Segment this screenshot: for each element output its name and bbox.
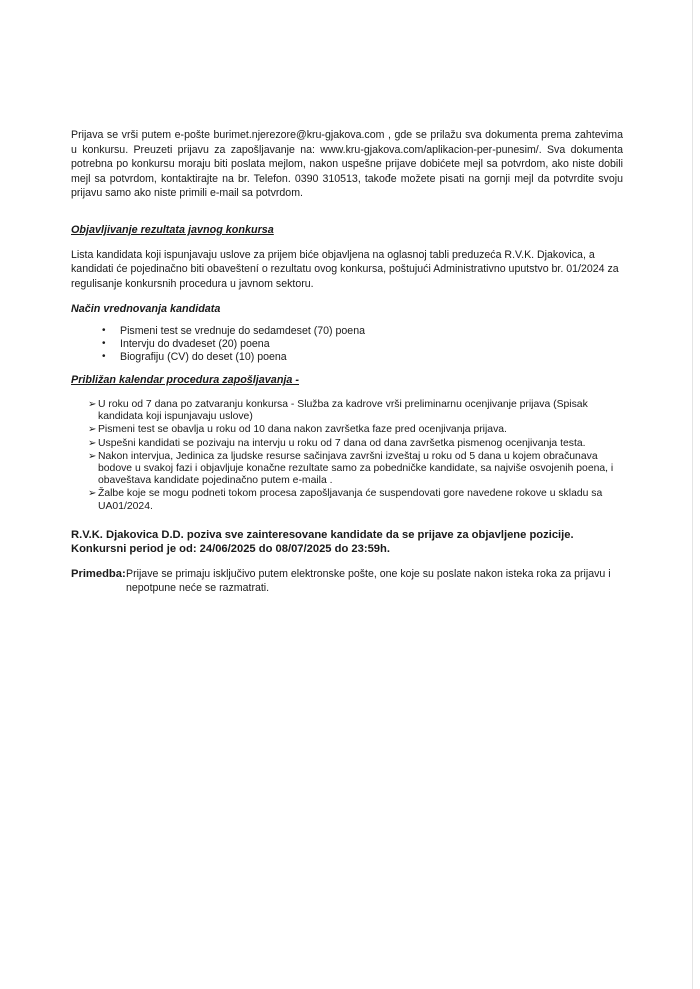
arrow-bullet-icon: ➢ [88, 424, 97, 436]
list-item: ➢ Pismeni test se obavlja u roku od 10 dana nakon završetka faze pred ocenjivanja prijava. [88, 424, 507, 436]
invite-line: R.V.K. Djakovica D.D. poziva sve zainteresovane kandidate da se prijave za objavljene pozicije. [71, 528, 574, 541]
note-block [71, 567, 623, 596]
arrow-bullet-icon: ➢ [88, 398, 97, 410]
bullet-dot-icon: • [102, 324, 106, 336]
list-item: • Pismeni test se vrednuje do sedamdeset (70) poena [102, 324, 365, 337]
note-label: Primedba: [71, 567, 126, 580]
list-item: • Biografiju (CV) do deset (10) poena [102, 350, 287, 363]
list-item: ➢ Nakon intervjua, Jedinica za ljudske resurse sačinjava završni izveštaj u roku od 5 dana u kojem obračunava bodove u svakoj fazi i objavljuje konačne rezultate samo za pobedničke kandidate, sa najviše osvojenih poena, i obaveštava kandidate pojedinačno putem e-maila . [88, 450, 614, 487]
arrow-bullet-icon: ➢ [88, 450, 97, 462]
list-item: ➢ Žalbe koje se mogu podneti tokom procesa zapošljavanja će suspendovati gore navedene rokove u skladu sa UA01/2024. [88, 488, 603, 512]
evaluation-list [71, 325, 623, 363]
list-item: ➢ Uspešni kandidati se pozivaju na intervju u roku od 7 dana od dana završetka pismenog ocenjivanja testa. [88, 437, 586, 449]
note-text: Prijave se primaju isključivo putem elektronske pošte, one koje su poslate nakon isteka roka za prijavu i nepotpune neće se razmatrati. [126, 567, 611, 595]
bullet-dot-icon: • [102, 350, 106, 362]
calendar-heading: Približan kalendar procedura zapošljavanja - [71, 374, 300, 387]
intro-paragraph: Prijava se vrši putem e-pošte burimet.njerezore@kru-gjakova.com , gde se prilažu sva dokumenta prema zahtevima u konkursu. Preuzeti prijavu za zapošljavanje na: www.kru-gjakova.com/aplikacion-per-punesim/. Sva dokumenta potrebna po konkursu moraju biti poslata mejlom, nakon uspešne prijave dobićete mejl sa potvrdom, ako niste dobili mejl sa potvrdom, kontaktirajte na br. Telefon. 0390 310513, takođe možete pisati na gornji mejl da potvrdite svoju prijavu samo ako niste primili e-mail sa potvrdom. [71, 129, 623, 200]
results-heading: Objavljivanje rezultata javnog konkursa [71, 223, 274, 236]
document-body [71, 128, 623, 596]
arrow-bullet-icon: ➢ [88, 437, 97, 449]
list-item: • Intervju do dvadeset (20) poena [102, 337, 270, 350]
calendar-list [71, 399, 623, 513]
bullet-dot-icon: • [102, 337, 106, 349]
results-paragraph: Lista kandidata koji ispunjavaju uslove za prijem biće objavljena na oglasnoj tabli preduzeća R.V.K. Djakovica, a kandidati će pojedinačno biti obaveštení o rezultatu ovog konkursa, poštujući Administrativno uputstvo br. 01/2024 za regulisanje konkursnih procedura u javnom sektoru. [71, 248, 619, 290]
arrow-bullet-icon: ➢ [88, 488, 97, 500]
evaluation-heading: Način vrednovanja kandidata [71, 303, 221, 316]
scan-edge-line [692, 0, 693, 989]
application-period: Konkursni period je od: 24/06/2025 do 08/07/2025 do 23:59h. [71, 542, 390, 555]
list-item: ➢ U roku od 7 dana po zatvaranju konkursa - Služba za kadrove vrši preliminarnu ocenjivanje prijava (Spisak kandidata koji ispunjavaju uslove) [88, 398, 588, 423]
